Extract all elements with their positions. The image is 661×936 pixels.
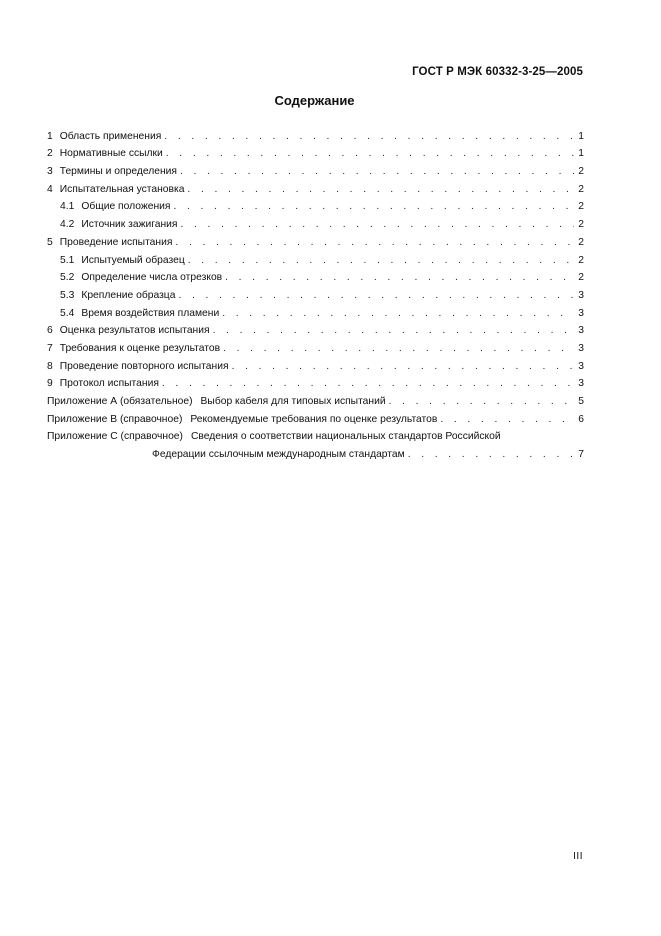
dot-leader <box>178 290 574 302</box>
toc-appendix-continuation[interactable] <box>47 443 584 461</box>
toc-entry-page: 2 <box>578 201 584 213</box>
dot-leader <box>408 449 574 461</box>
toc-entry-page: 3 <box>578 325 584 337</box>
toc-entry[interactable] <box>47 160 584 178</box>
toc-entry[interactable] <box>47 125 584 143</box>
toc-entry-title: Требования к оценке результатов <box>59 342 221 354</box>
toc-entry-page: 2 <box>578 254 584 266</box>
toc-entry-page: 5 <box>578 396 584 407</box>
toc-entry[interactable] <box>47 143 584 161</box>
toc-entry-number: 9 <box>47 378 53 390</box>
toc-entry-title: Испытуемый образец <box>81 254 185 266</box>
toc-entry-page: 6 <box>578 413 584 425</box>
dot-leader <box>232 361 574 373</box>
dot-leader <box>225 272 574 284</box>
toc-entry-title: Оценка результатов испытания <box>59 325 210 337</box>
dot-leader <box>164 131 574 143</box>
toc-entry-number: 2 <box>47 148 53 160</box>
toc-subentry[interactable] <box>47 267 584 285</box>
toc-entry-title: Область применения <box>59 130 162 142</box>
dot-leader <box>222 308 574 320</box>
toc-entry[interactable] <box>47 373 584 391</box>
dot-leader <box>175 237 574 249</box>
toc-entry-title: Определение числа отрезков <box>81 272 223 284</box>
appendix-kind: Приложение С (справочное) <box>47 431 183 443</box>
toc-entry-title: Сведения о соответствии национальных стандартов Российской <box>190 431 501 443</box>
toc-entry-number: 4 <box>47 183 53 195</box>
dot-leader <box>174 201 575 213</box>
toc-entry-number: 4.1 <box>60 201 75 213</box>
dot-leader <box>213 325 574 337</box>
table-of-contents <box>47 125 584 461</box>
appendix-kind: Приложение А (обязательное) <box>47 396 193 407</box>
dot-leader <box>440 414 574 426</box>
toc-entry-page: 3 <box>578 360 584 372</box>
toc-entry-title: Проведение испытания <box>59 236 173 248</box>
toc-entry-page: 1 <box>578 130 584 142</box>
toc-entry-page: 7 <box>578 449 584 461</box>
toc-entry[interactable] <box>47 178 584 196</box>
toc-entry-page: 2 <box>578 236 584 248</box>
toc-entry-number: 5.1 <box>60 254 75 266</box>
toc-entry-title: Протокол испытания <box>59 378 159 390</box>
toc-appendix-entry[interactable] <box>47 408 584 426</box>
page-number: III <box>573 851 583 862</box>
dot-leader <box>187 184 574 196</box>
toc-entry-page: 2 <box>578 219 584 231</box>
toc-entry-title: Общие положения <box>81 201 171 213</box>
toc-entry-title: Нормативные ссылки <box>59 148 163 160</box>
toc-subentry[interactable] <box>47 196 584 214</box>
toc-title: Содержание <box>274 93 355 108</box>
toc-entry-page: 1 <box>578 148 584 160</box>
toc-entry-title-continuation: Федерации ссылочным международным стандартам <box>152 449 405 461</box>
toc-entry-title: Рекомендуемые требования по оценке результатов <box>190 413 438 425</box>
toc-entry-number: 5.4 <box>60 307 75 319</box>
toc-entry-page: 3 <box>578 307 584 319</box>
toc-entry-number: 5 <box>47 236 53 248</box>
toc-entry-number: 8 <box>47 360 53 372</box>
toc-appendix-entry[interactable] <box>47 426 584 444</box>
toc-entry-page: 3 <box>578 342 584 354</box>
dot-leader <box>166 148 574 160</box>
dot-leader <box>162 378 574 390</box>
toc-entry-page: 3 <box>578 289 584 301</box>
toc-entry-title: Источник зажигания <box>81 219 178 231</box>
toc-entry[interactable] <box>47 337 584 355</box>
toc-entry-page: 2 <box>578 272 584 284</box>
dot-leader <box>181 219 574 231</box>
toc-entry-page: 2 <box>578 166 584 178</box>
toc-appendix-entry[interactable] <box>47 390 584 408</box>
dot-leader <box>223 343 574 355</box>
toc-entry-title: Испытательная установка <box>59 183 185 195</box>
toc-subentry[interactable] <box>47 284 584 302</box>
toc-entry-title: Термины и определения <box>59 166 177 178</box>
toc-entry-number: 7 <box>47 342 53 354</box>
toc-entry-page: 3 <box>578 378 584 390</box>
toc-entry[interactable] <box>47 231 584 249</box>
toc-subentry[interactable] <box>47 213 584 231</box>
toc-entry-title: Время воздействия пламени <box>81 307 220 319</box>
dot-leader <box>180 166 574 178</box>
toc-subentry[interactable] <box>47 302 584 320</box>
toc-entry-number: 5.3 <box>60 289 75 301</box>
toc-entry-title: Проведение повторного испытания <box>59 360 229 372</box>
toc-entry-number: 1 <box>47 130 53 142</box>
toc-entry-title: Крепление образца <box>81 289 176 301</box>
toc-entry-title: Выбор кабеля для типовых испытаний <box>200 396 386 407</box>
toc-entry-number: 6 <box>47 325 53 337</box>
toc-entry[interactable] <box>47 355 584 373</box>
toc-entry-number: 4.2 <box>60 219 75 231</box>
dot-leader <box>188 255 574 267</box>
document-code: ГОСТ Р МЭК 60332-3-25—2005 <box>412 66 583 78</box>
appendix-kind: Приложение В (справочное) <box>47 413 183 425</box>
toc-entry-number: 5.2 <box>60 272 75 284</box>
toc-entry-page: 2 <box>578 183 584 195</box>
toc-subentry[interactable] <box>47 249 584 267</box>
dot-leader <box>389 396 574 408</box>
toc-entry-number: 3 <box>47 166 53 178</box>
toc-entry[interactable] <box>47 320 584 338</box>
